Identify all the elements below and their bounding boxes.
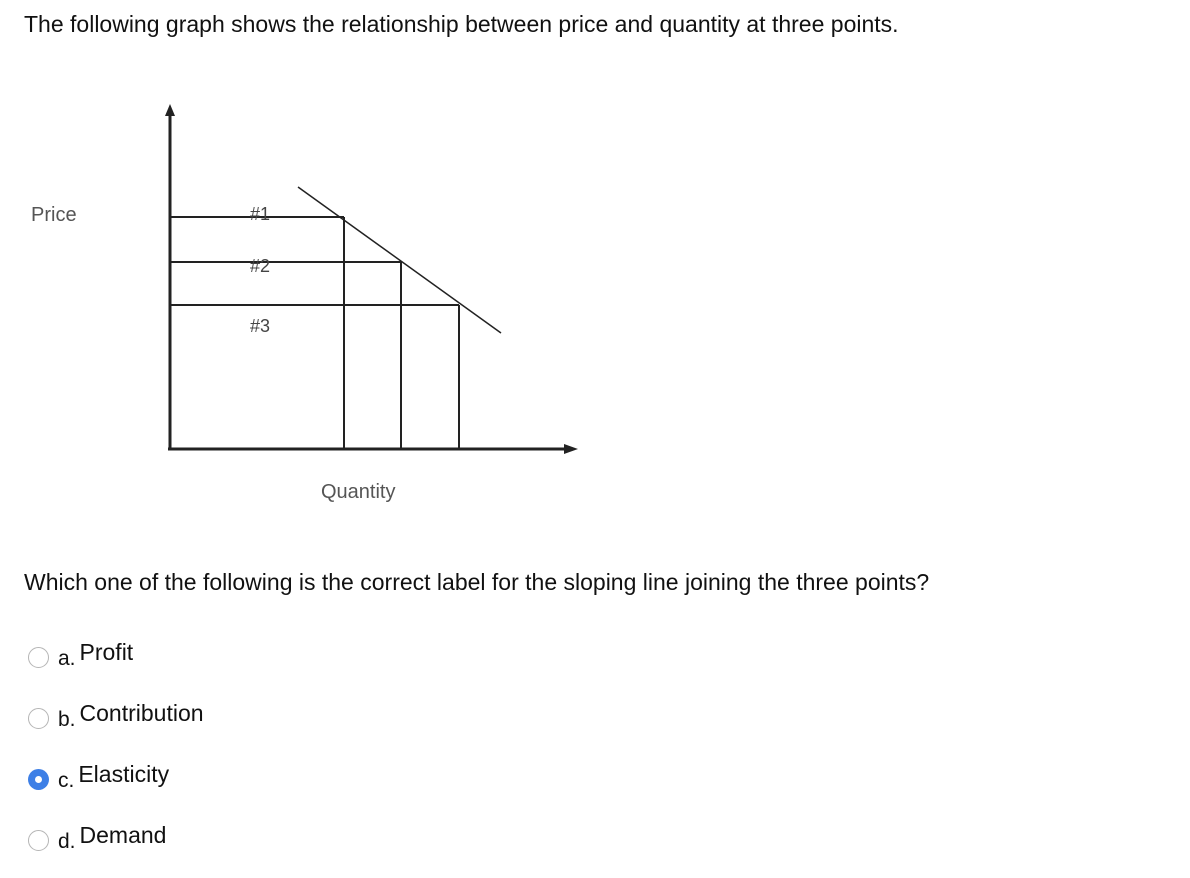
radio-d[interactable] [28,830,49,851]
option-label: Elasticity [78,761,170,787]
x-axis-arrow [564,444,578,454]
option-letter: b. [58,708,76,731]
y-axis-arrow [165,104,175,116]
option-d[interactable] [28,807,528,868]
option-label: Demand [79,822,167,848]
sloping-line [298,187,501,333]
radio-b[interactable] [28,708,49,729]
question-prompt: Which one of the following is the correct label for the sloping line joining the three points? [24,569,930,595]
graph-svg [0,90,600,520]
price-quantity-graph [0,90,600,520]
option-letter: c. [58,769,75,792]
answer-options [28,624,528,868]
question-intro: The following graph shows the relationship between price and quantity at three points. [24,11,899,37]
y-axis-label: Price [31,204,77,226]
option-a[interactable] [28,624,528,685]
option-label: Contribution [79,700,204,726]
x-axis-label: Quantity [321,481,396,503]
option-letter: a. [58,647,76,670]
option-c[interactable] [28,746,528,807]
option-label: Profit [79,639,134,665]
point-label-1: #1 [250,204,271,224]
point-label-2: #2 [250,256,271,276]
radio-a[interactable] [28,647,49,668]
option-b[interactable] [28,685,528,746]
option-letter: d. [58,830,76,853]
radio-c[interactable] [28,769,49,790]
point-label-3: #3 [250,316,271,336]
